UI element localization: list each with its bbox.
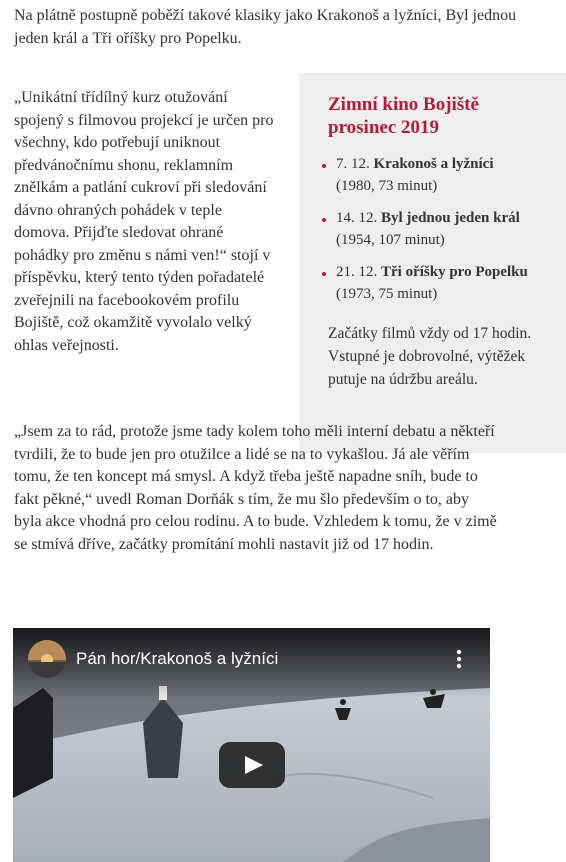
bullet-icon <box>322 164 326 168</box>
video-title[interactable]: Pán hor/Krakonoš a lyžníci <box>76 649 279 668</box>
article-paragraph-1: Na plátně postupně poběží takové klasiky jako Krakonoš a lyžníci, Byl jednou jeden král a Tři oříšky pro Popelku. <box>14 7 517 47</box>
film-list <box>322 153 562 315</box>
film-date: 14. 12. <box>336 210 378 226</box>
film-item <box>322 261 562 305</box>
bullet-icon <box>322 218 326 222</box>
event-sidebar <box>299 73 566 453</box>
play-button[interactable] <box>219 742 285 788</box>
article-paragraph-2: „Unikátní třídílný kurz otužování spojený s filmovou projekcí je určen pro všechny, kdo potřebují uniknout předvánočnímu shonu, reklamním znělkám a patlání cukroví při sledování dávno ohraných pohádek v teple domova. Přijďte sledovat ohrané pohádky pro změnu s námi ven!“ stojí v příspěvku, který tento týden pořadatelé zveřejnili na facebookovém profilu Bojiště, což okamžitě vyvolalo velký ohlas veřejnosti. <box>14 89 274 354</box>
article-paragraph-3: „Jsem za to rád, protože jsme tady kolem toho měli interní debatu a někteří tvrdili, že to bude jen pro otužilce a lidé se na to vykašlou. Já ale věřím tomu, že ten koncept má smysl. A když třeba ještě napadne sníh, bude to fakt pěkné,“ uvedl Roman Dorňák s tím, že mu šlo především o to, aby byla akce vhodná pro celou rodinu. A to bude. Vzhledem k tomu, že v zimě se stmívá dříve, začátky promítání mohli nastavit již od 17 hodin. <box>14 423 497 553</box>
film-date: 21. 12. <box>336 264 378 280</box>
film-info: (1980, 73 minut) <box>336 178 438 194</box>
film-info: (1973, 75 minut) <box>336 286 438 302</box>
sidebar-title: Zimní kino Bojiště prosinec 2019 <box>328 94 479 138</box>
bullet-icon <box>322 272 326 276</box>
film-info: (1954, 107 minut) <box>336 232 445 248</box>
channel-avatar[interactable] <box>28 640 66 678</box>
film-item <box>322 153 562 197</box>
film-item <box>322 207 562 251</box>
film-date: 7. 12. <box>336 156 370 172</box>
film-title: Byl jednou jeden král <box>381 210 520 226</box>
film-title: Tři oříšky pro Popelku <box>381 264 528 280</box>
film-title: Krakonoš a lyžníci <box>373 156 494 172</box>
more-vertical-icon[interactable] <box>449 646 469 672</box>
sidebar-note: Začátky filmů vždy od 17 hodin. Vstupné je dobrovolné, výtěžek putuje na údržbu areálu. <box>328 325 532 388</box>
video-player[interactable] <box>13 628 490 862</box>
